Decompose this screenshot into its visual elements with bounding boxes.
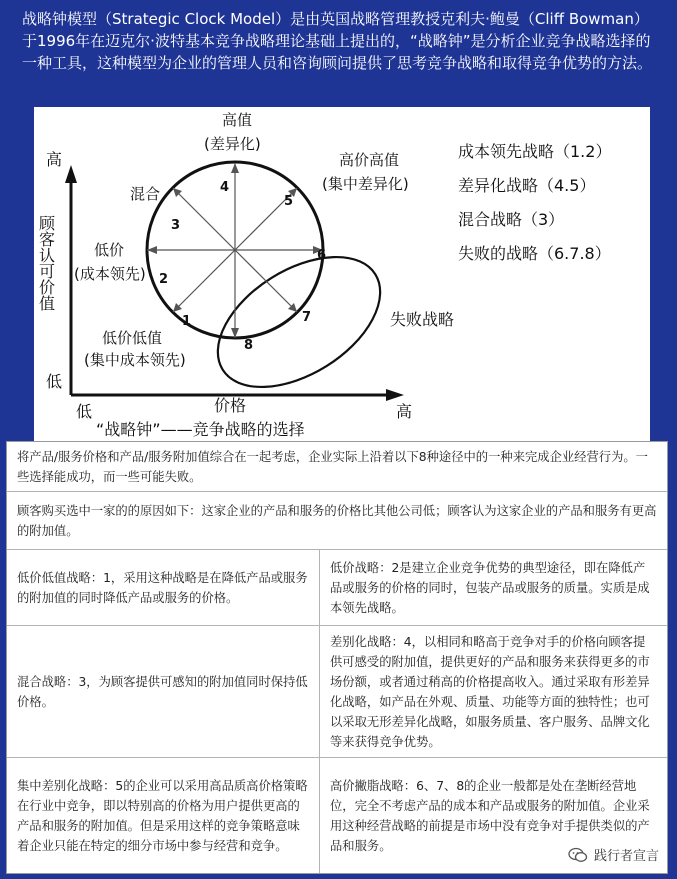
clock-number-2: 2 bbox=[159, 272, 169, 287]
legend-failure: 失败的战略（6.7.8） bbox=[458, 244, 611, 263]
table-cell: 低价低值战略：1，采用这种战略是在降低产品或服务的附加值的同时降低产品或服务的价格。 bbox=[7, 550, 320, 625]
wechat-icon bbox=[568, 847, 588, 863]
clock-number-5: 5 bbox=[284, 194, 294, 209]
table-cell: 高价撇脂战略：6、7、8的企业一般都是处在垄断经营地位，完全不考虑产品的成本和产品或服务的附加值。企业采用这种经营战略的前提是市场中没有竞争对手提供类似的产品和服务。 bbox=[330, 778, 650, 853]
left-top-label: 混合 bbox=[130, 185, 161, 203]
left-mid-label-1: 低价 bbox=[94, 241, 125, 259]
table-cell: 顾客购买选中一家的的原因如下：这家企业的产品和服务的价格比其他公司低；顾客认为这家企业的产品和服务有更高的附加值。 bbox=[17, 503, 657, 538]
table-cell: 集中差别化战略：5的企业可以采用高品质高价格策略在行业中竞争，即以特别高的价格为用户提供更高的产品和服务的附加值。但是采用这样的竞争策略意味着企业只能在特定的细分市场中参与经营和竞争。 bbox=[7, 758, 320, 873]
table-cell: 差别化战略：4，以相同和略高于竞争对手的价格向顾客提供可感受的附加值，提供更好的产品和服务来获得更多的市场份额，或者通过稍高的价格提高收入。通过采取有形差异化战略，如产品在外观、质量、功能等方面的独特性；也可以采取无形差异化战略，如服务质量、客户服务、品牌文化等来获得竞争优势。 bbox=[330, 634, 650, 749]
table-row bbox=[7, 626, 667, 758]
bottom-left-label-1: 低价低值 bbox=[102, 329, 163, 347]
table-cell: 混合战略：3，为顾客提供可感知的附加值同时保持低价格。 bbox=[7, 626, 320, 757]
watermark-text: 践行者宣言 bbox=[593, 849, 659, 864]
top-label-2: (差异化) bbox=[204, 135, 261, 153]
x-axis-low-label: 低 bbox=[76, 402, 93, 421]
watermark bbox=[564, 844, 663, 865]
clock-number-1: 1 bbox=[182, 314, 192, 329]
failure-label: 失败战略 bbox=[390, 310, 455, 329]
table-row bbox=[7, 550, 667, 626]
legend-cost-leadership: 成本领先战略（1.2） bbox=[458, 142, 612, 161]
x-axis-high-label: 高 bbox=[396, 402, 413, 421]
top-right-label-1: 高价高值 bbox=[339, 151, 400, 169]
strategic-clock-diagram bbox=[34, 107, 650, 443]
y-axis-title: 顾客认可价值 bbox=[36, 215, 56, 311]
left-mid-label-2: (成本领先) bbox=[74, 265, 146, 283]
bottom-left-label-2: (集中成本领先) bbox=[84, 351, 186, 369]
y-axis-low-label: 低 bbox=[46, 372, 63, 391]
x-axis-arrow bbox=[386, 389, 404, 401]
clock-number-6: 6 bbox=[317, 248, 327, 263]
y-axis-high-label: 高 bbox=[46, 150, 63, 169]
clock-number-3: 3 bbox=[171, 218, 181, 233]
failure-ellipse bbox=[195, 230, 403, 414]
legend-hybrid: 混合战略（3） bbox=[458, 210, 565, 229]
table-row bbox=[7, 492, 667, 550]
table-row bbox=[7, 442, 667, 492]
y-axis-arrow bbox=[65, 165, 77, 183]
clock-number-7: 7 bbox=[302, 310, 312, 325]
top-label-1: 高值 bbox=[222, 111, 253, 129]
table-cell: 低价战略：2是建立企业竞争优势的典型途径，即在降低产品或服务的价格的同时，包装产品或服务的质量。实质是成本领先战略。 bbox=[330, 560, 650, 615]
top-right-label-2: (集中差异化) bbox=[322, 175, 409, 193]
strategy-table bbox=[6, 441, 668, 874]
legend-differentiation: 差异化战略（4.5） bbox=[458, 176, 596, 195]
x-axis-title: 价格 bbox=[214, 396, 247, 415]
intro-paragraph: 战略钟模型（Strategic Clock Model）是由英国战略管理教授克利夫·鲍曼（Cliff Bowman）于1996年在迈克尔·波特基本竞争战略理论基础上提出的，“战略钟”是分析企业竞争战略选择的一种工具，这种模型为企业的管理人员和咨询顾问提供了思考竞争战略和取得竞争优势的方法。 bbox=[22, 10, 653, 72]
table-cell: 将产品/服务价格和产品/服务附加值综合在一起考虑，企业实际上沿着以下8种途径中的一种来完成企业经营行为。一些选择能成功，而一些可能失败。 bbox=[17, 449, 648, 484]
clock-number-4: 4 bbox=[220, 180, 230, 195]
diagram-caption: “战略钟”——竞争战略的选择 bbox=[96, 420, 305, 439]
clock-number-8: 8 bbox=[244, 338, 254, 353]
strategic-clock-svg bbox=[34, 107, 650, 443]
